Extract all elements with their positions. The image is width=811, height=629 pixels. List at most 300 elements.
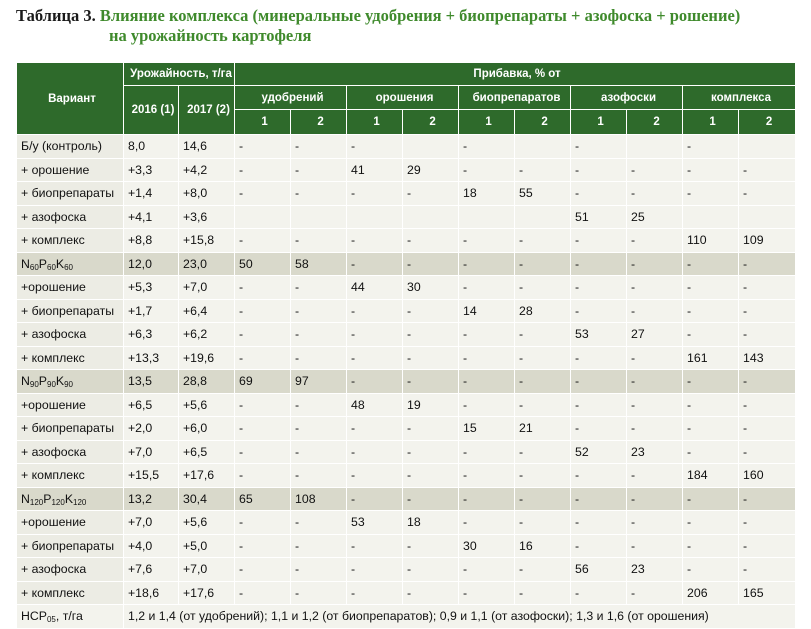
- table-cell: -: [291, 393, 347, 417]
- table-cell: 53: [347, 511, 403, 535]
- table-cell: -: [291, 135, 347, 159]
- table-caption: [16, 6, 806, 46]
- nutrient-dose: 120: [29, 497, 44, 507]
- row-label: + азофоска: [17, 440, 124, 464]
- nutrient-letter: P: [38, 256, 47, 271]
- table-cell: -: [403, 581, 459, 605]
- table-cell: -: [347, 534, 403, 558]
- header-group-fertilizers: удобрений: [235, 86, 347, 110]
- table-cell: +6,5: [179, 440, 235, 464]
- caption-label: Таблица 3.: [16, 6, 96, 25]
- header-year-2017: 2017 (2): [179, 86, 235, 135]
- table-cell: 53: [571, 323, 627, 347]
- table-cell: [515, 135, 571, 159]
- table-cell: -: [739, 558, 796, 582]
- table-cell: +2,0: [124, 417, 179, 441]
- table-cell: -: [627, 417, 683, 441]
- table-cell: -: [571, 417, 627, 441]
- table-cell: -: [627, 534, 683, 558]
- table-cell: -: [347, 464, 403, 488]
- table-cell: -: [627, 229, 683, 253]
- caption-title: Влияние комплекса (минеральные удобрения + биопрепараты + азофоска + рошение): [99, 6, 741, 25]
- table-cell: -: [347, 299, 403, 323]
- row-label: +орошение: [17, 511, 124, 535]
- table-cell: -: [571, 581, 627, 605]
- table-cell: +15,5: [124, 464, 179, 488]
- table-cell: [403, 205, 459, 229]
- header-increase: Прибавка, % от: [235, 63, 796, 86]
- table-cell: -: [571, 229, 627, 253]
- table-cell: -: [403, 323, 459, 347]
- table-cell: 58: [291, 252, 347, 276]
- table-row-hcp: [17, 605, 796, 629]
- table-cell: -: [571, 299, 627, 323]
- row-label: + азофоска: [17, 205, 124, 229]
- table-cell: -: [235, 440, 291, 464]
- table-cell: -: [291, 346, 347, 370]
- header-yield: Урожайность, т/га: [124, 63, 235, 86]
- table-cell: -: [459, 135, 515, 159]
- table-cell: +8,8: [124, 229, 179, 253]
- row-label: +орошение: [17, 276, 124, 300]
- header-sub: 1: [235, 110, 291, 135]
- table-row: [17, 417, 796, 441]
- table-cell: -: [515, 229, 571, 253]
- table-cell: 21: [515, 417, 571, 441]
- table-cell: 165: [739, 581, 796, 605]
- table-cell: -: [683, 440, 739, 464]
- table-cell: +18,6: [124, 581, 179, 605]
- table-cell: -: [347, 581, 403, 605]
- header-group-irrigation: орошения: [347, 86, 459, 110]
- table-cell: [683, 205, 739, 229]
- hcp-label-main: НСР: [21, 609, 47, 624]
- table-cell: +6,3: [124, 323, 179, 347]
- table-cell: 29: [403, 158, 459, 182]
- table-cell: 56: [571, 558, 627, 582]
- table-cell: 23,0: [179, 252, 235, 276]
- table-cell: -: [291, 182, 347, 206]
- table-cell: -: [347, 346, 403, 370]
- table-cell: [291, 205, 347, 229]
- table-cell: -: [403, 558, 459, 582]
- table-cell: 30: [403, 276, 459, 300]
- hcp-values: 1,2 и 1,4 (от удобрений); 1,1 и 1,2 (от биопрепаратов); 0,9 и 1,1 (от азофоски); 1,3 и 1,6 (от орошения): [124, 605, 796, 629]
- table-cell: -: [571, 182, 627, 206]
- table-cell: -: [235, 229, 291, 253]
- row-label: + азофоска: [17, 323, 124, 347]
- table-cell: +19,6: [179, 346, 235, 370]
- row-label: + комплекс: [17, 346, 124, 370]
- table-cell: -: [739, 534, 796, 558]
- table-cell: +7,0: [179, 558, 235, 582]
- table-cell: +8,0: [179, 182, 235, 206]
- hcp-label: [17, 605, 124, 629]
- table-cell: -: [739, 276, 796, 300]
- table-cell: +6,2: [179, 323, 235, 347]
- row-label: + азофоска: [17, 558, 124, 582]
- table-cell: +5,3: [124, 276, 179, 300]
- header-sub: 1: [459, 110, 515, 135]
- header-group-complex: комплекса: [683, 86, 796, 110]
- table-cell: -: [683, 534, 739, 558]
- table-cell: 69: [235, 370, 291, 394]
- table-row: [17, 323, 796, 347]
- table-cell: -: [347, 440, 403, 464]
- table-cell: -: [683, 370, 739, 394]
- table-cell: +4,2: [179, 158, 235, 182]
- table-cell: 30,4: [179, 487, 235, 511]
- table-cell: -: [403, 252, 459, 276]
- table-cell: -: [403, 440, 459, 464]
- nutrient-dose: 90: [29, 380, 39, 390]
- table-cell: -: [291, 440, 347, 464]
- table-row: [17, 534, 796, 558]
- table-cell: +6,0: [179, 417, 235, 441]
- table-cell: -: [627, 581, 683, 605]
- table-cell: -: [739, 487, 796, 511]
- table-cell: 41: [347, 158, 403, 182]
- table-row: [17, 346, 796, 370]
- table-row: [17, 558, 796, 582]
- table-cell: -: [235, 393, 291, 417]
- row-label: Б/у (контроль): [17, 135, 124, 159]
- nutrient-letter: N: [21, 374, 30, 389]
- table-row-base: [17, 370, 796, 394]
- nutrient-letter: N: [21, 491, 30, 506]
- table-row: [17, 299, 796, 323]
- table-cell: -: [571, 511, 627, 535]
- table-cell: -: [571, 135, 627, 159]
- table-cell: -: [739, 182, 796, 206]
- table-cell: -: [627, 393, 683, 417]
- table-cell: -: [403, 229, 459, 253]
- table-cell: +1,4: [124, 182, 179, 206]
- table-cell: -: [683, 487, 739, 511]
- table-cell: -: [291, 511, 347, 535]
- table-cell: -: [739, 370, 796, 394]
- row-label: [17, 370, 124, 394]
- table-cell: 55: [515, 182, 571, 206]
- header-sub: 2: [403, 110, 459, 135]
- table-cell: -: [291, 464, 347, 488]
- table-cell: [403, 135, 459, 159]
- table-cell: -: [291, 558, 347, 582]
- row-label: + орошение: [17, 158, 124, 182]
- table-cell: -: [515, 393, 571, 417]
- table-cell: -: [459, 252, 515, 276]
- table-cell: -: [515, 558, 571, 582]
- table-cell: -: [515, 464, 571, 488]
- table-cell: [627, 135, 683, 159]
- table-row: [17, 135, 796, 159]
- table-cell: 14: [459, 299, 515, 323]
- table-cell: -: [403, 534, 459, 558]
- table-cell: -: [235, 534, 291, 558]
- table-cell: -: [291, 229, 347, 253]
- table-cell: -: [235, 276, 291, 300]
- caption-title-line2: на урожайность картофеля: [109, 26, 312, 45]
- table-cell: -: [235, 558, 291, 582]
- header-group-azofoska: азофоски: [571, 86, 683, 110]
- table-cell: -: [683, 511, 739, 535]
- table-cell: [459, 205, 515, 229]
- row-label: + комплекс: [17, 464, 124, 488]
- table-cell: -: [627, 158, 683, 182]
- table-cell: -: [459, 370, 515, 394]
- table-row: [17, 440, 796, 464]
- table-cell: [515, 205, 571, 229]
- table-cell: 18: [403, 511, 459, 535]
- table-cell: 18: [459, 182, 515, 206]
- table-cell: -: [515, 511, 571, 535]
- table-cell: -: [627, 487, 683, 511]
- table-cell: 206: [683, 581, 739, 605]
- table-row: [17, 182, 796, 206]
- table-cell: [235, 205, 291, 229]
- table-row: [17, 464, 796, 488]
- nutrient-dose: 60: [29, 262, 39, 272]
- table-cell: -: [627, 464, 683, 488]
- table-cell: -: [459, 464, 515, 488]
- table-cell: -: [739, 511, 796, 535]
- table-cell: 13,5: [124, 370, 179, 394]
- table-cell: -: [515, 252, 571, 276]
- table-cell: [739, 205, 796, 229]
- table-cell: -: [235, 346, 291, 370]
- table-cell: -: [739, 252, 796, 276]
- row-label: [17, 487, 124, 511]
- nutrient-dose: 90: [64, 380, 74, 390]
- table-cell: 19: [403, 393, 459, 417]
- table-cell: -: [347, 182, 403, 206]
- table-cell: -: [571, 487, 627, 511]
- nutrient-letter: P: [43, 491, 52, 506]
- table-row: [17, 158, 796, 182]
- table-cell: -: [347, 252, 403, 276]
- header-sub: 2: [291, 110, 347, 135]
- table-cell: 12,0: [124, 252, 179, 276]
- nutrient-dose: 120: [51, 497, 65, 507]
- table-cell: -: [627, 370, 683, 394]
- table-cell: -: [403, 370, 459, 394]
- table-cell: 52: [571, 440, 627, 464]
- table-cell: -: [403, 487, 459, 511]
- table-cell: -: [459, 346, 515, 370]
- table-cell: -: [571, 158, 627, 182]
- table-cell: 108: [291, 487, 347, 511]
- table-cell: -: [459, 158, 515, 182]
- table-cell: -: [235, 323, 291, 347]
- table-cell: -: [235, 158, 291, 182]
- table-cell: -: [403, 464, 459, 488]
- table-cell: +1,7: [124, 299, 179, 323]
- table-cell: +6,4: [179, 299, 235, 323]
- table-cell: 28,8: [179, 370, 235, 394]
- table-cell: 161: [683, 346, 739, 370]
- table-cell: -: [235, 464, 291, 488]
- table-cell: -: [459, 323, 515, 347]
- table-cell: -: [291, 158, 347, 182]
- table-cell: +17,6: [179, 581, 235, 605]
- table-cell: 16: [515, 534, 571, 558]
- header-sub: 2: [627, 110, 683, 135]
- table-body: [17, 135, 796, 629]
- table-row: [17, 511, 796, 535]
- table-row: [17, 205, 796, 229]
- table-cell: -: [403, 182, 459, 206]
- table-cell: 184: [683, 464, 739, 488]
- header-group-biopreparations: биопрепаратов: [459, 86, 571, 110]
- table-cell: -: [459, 393, 515, 417]
- table-cell: -: [459, 229, 515, 253]
- table-cell: 110: [683, 229, 739, 253]
- table-cell: -: [627, 182, 683, 206]
- row-label: +орошение: [17, 393, 124, 417]
- row-label: + биопрепараты: [17, 299, 124, 323]
- row-label: + биопрепараты: [17, 182, 124, 206]
- table-cell: -: [515, 346, 571, 370]
- header-sub: 1: [571, 110, 627, 135]
- table-cell: -: [235, 581, 291, 605]
- table-cell: 48: [347, 393, 403, 417]
- table-row: [17, 276, 796, 300]
- table-cell: -: [627, 511, 683, 535]
- table-cell: +4,0: [124, 534, 179, 558]
- nutrient-dose: 60: [64, 262, 74, 272]
- nutrient-letter: K: [55, 374, 65, 389]
- table-cell: -: [459, 511, 515, 535]
- table-cell: -: [571, 346, 627, 370]
- table-cell: -: [739, 417, 796, 441]
- table-cell: -: [683, 135, 739, 159]
- hcp-label-unit: , т/га: [55, 609, 83, 624]
- yield-table: [16, 62, 796, 629]
- table-cell: 25: [627, 205, 683, 229]
- nutrient-dose: 60: [47, 262, 56, 272]
- table-cell: -: [627, 276, 683, 300]
- table-cell: -: [459, 276, 515, 300]
- table-row-base: [17, 487, 796, 511]
- hcp-label-sub: 05: [46, 615, 56, 625]
- table-cell: -: [739, 158, 796, 182]
- row-label: + комплекс: [17, 581, 124, 605]
- row-label: + биопрепараты: [17, 417, 124, 441]
- table-cell: 28: [515, 299, 571, 323]
- table-row: [17, 393, 796, 417]
- nutrient-letter: P: [38, 374, 47, 389]
- table-cell: [347, 205, 403, 229]
- table-cell: -: [515, 276, 571, 300]
- header-year-2016: 2016 (1): [124, 86, 179, 135]
- table-cell: -: [739, 393, 796, 417]
- table-cell: -: [291, 299, 347, 323]
- table-cell: -: [347, 370, 403, 394]
- table-cell: -: [235, 182, 291, 206]
- table-cell: -: [739, 299, 796, 323]
- table-cell: +4,1: [124, 205, 179, 229]
- table-cell: 23: [627, 558, 683, 582]
- table-cell: -: [683, 158, 739, 182]
- table-cell: 44: [347, 276, 403, 300]
- table-cell: -: [739, 440, 796, 464]
- table-cell: 143: [739, 346, 796, 370]
- table-cell: -: [515, 158, 571, 182]
- table-cell: -: [683, 323, 739, 347]
- table-cell: +3,3: [124, 158, 179, 182]
- row-label: + биопрепараты: [17, 534, 124, 558]
- table-cell: +5,6: [179, 393, 235, 417]
- table-cell: -: [571, 534, 627, 558]
- table-cell: -: [683, 393, 739, 417]
- table-cell: -: [515, 370, 571, 394]
- table-cell: -: [627, 346, 683, 370]
- table-cell: +5,0: [179, 534, 235, 558]
- table-cell: -: [571, 393, 627, 417]
- table-cell: +7,0: [124, 440, 179, 464]
- table-row-base: [17, 252, 796, 276]
- table-cell: -: [347, 487, 403, 511]
- nutrient-dose: 120: [73, 497, 87, 507]
- table-cell: 14,6: [179, 135, 235, 159]
- header-sub: 2: [515, 110, 571, 135]
- header-sub: 1: [347, 110, 403, 135]
- table-cell: 109: [739, 229, 796, 253]
- table-cell: -: [347, 135, 403, 159]
- table-cell: -: [515, 323, 571, 347]
- table-cell: [739, 135, 796, 159]
- table-cell: -: [627, 252, 683, 276]
- table-cell: -: [515, 581, 571, 605]
- table-cell: +15,8: [179, 229, 235, 253]
- table-cell: -: [347, 558, 403, 582]
- table-row: [17, 581, 796, 605]
- table-cell: 51: [571, 205, 627, 229]
- table-cell: -: [739, 323, 796, 347]
- table-cell: -: [347, 323, 403, 347]
- row-label: + комплекс: [17, 229, 124, 253]
- table-row: [17, 229, 796, 253]
- header-variant: Вариант: [17, 63, 124, 135]
- table-cell: -: [347, 229, 403, 253]
- table-cell: 65: [235, 487, 291, 511]
- table-cell: -: [235, 511, 291, 535]
- table-cell: 97: [291, 370, 347, 394]
- table-cell: -: [291, 323, 347, 347]
- table-cell: 13,2: [124, 487, 179, 511]
- table-cell: 23: [627, 440, 683, 464]
- table-cell: +7,6: [124, 558, 179, 582]
- table-cell: 30: [459, 534, 515, 558]
- table-cell: -: [627, 299, 683, 323]
- table-cell: -: [459, 440, 515, 464]
- header-sub: 2: [739, 110, 796, 135]
- table-cell: -: [403, 417, 459, 441]
- nutrient-letter: K: [64, 491, 74, 506]
- table-cell: +5,6: [179, 511, 235, 535]
- table-cell: -: [291, 417, 347, 441]
- table-cell: -: [235, 417, 291, 441]
- nutrient-letter: K: [55, 256, 65, 271]
- table-cell: -: [459, 558, 515, 582]
- table-cell: -: [459, 581, 515, 605]
- table-cell: -: [683, 417, 739, 441]
- row-label: [17, 252, 124, 276]
- table-cell: +3,6: [179, 205, 235, 229]
- table-cell: 8,0: [124, 135, 179, 159]
- table-cell: -: [683, 182, 739, 206]
- table-cell: -: [291, 581, 347, 605]
